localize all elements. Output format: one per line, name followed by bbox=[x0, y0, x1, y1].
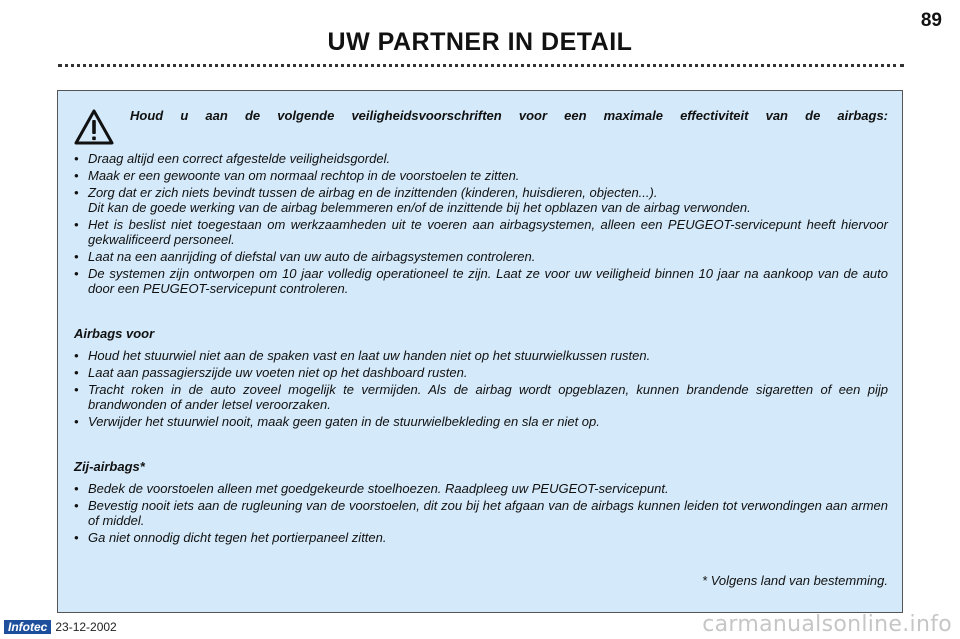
list-item: • Draag altijd een correct afgestelde veiligheidsgordel. bbox=[74, 151, 888, 166]
airbag-warning-box bbox=[57, 90, 903, 613]
list-item: • Houd het stuurwiel niet aan de spaken vast en laat uw handen niet op het stuurwielkussen rusten. bbox=[74, 348, 888, 363]
list-item: • Tracht roken in de auto zoveel mogelijk te vermijden. Als de airbag wordt opgeblazen, kunnen brandende sigaretten of een pijp brandwonden of ander letsel veroorzaken. bbox=[74, 382, 888, 412]
page-footer bbox=[4, 619, 117, 635]
list-item: • Verwijder het stuurwiel nooit, maak geen gaten in de stuurwielbekleding en sla er niet op. bbox=[74, 414, 888, 429]
list-item: • Bevestig nooit iets aan de rugleuning van de voorstoelen, dit zou bij het afgaan van de airbags kunnen leiden tot verwondingen aan armen of middel. bbox=[74, 498, 888, 528]
list-item: • Ga niet onnodig dicht tegen het portierpaneel zitten. bbox=[74, 530, 888, 545]
front-airbags-list bbox=[74, 348, 888, 429]
list-item-note: Dit kan de goede werking van de airbag belemmeren en/of de inzittende bij het opblazen van de airbag verwonden. bbox=[88, 200, 751, 215]
list-item: • Maak er een gewoonte van om normaal rechtop in de voorstoelen te zitten. bbox=[74, 168, 888, 183]
list-item: • Laat na een aanrijding of diefstal van uw auto de airbagsystemen controleren. bbox=[74, 249, 888, 264]
watermark: carmanualsonline.info bbox=[702, 612, 952, 637]
side-airbags-heading: Zij-airbags* bbox=[74, 459, 145, 474]
page-title: UW PARTNER IN DETAIL bbox=[327, 28, 633, 56]
list-item: • De systemen zijn ontworpen om 10 jaar volledig operationeel te zijn. Laat ze voor uw veiligheid binnen 10 jaar na aankoop van de auto door een PEUGEOT-servicepunt controleren. bbox=[74, 266, 888, 296]
front-airbags-heading: Airbags voor bbox=[74, 326, 155, 341]
side-airbags-list bbox=[74, 481, 888, 545]
list-item: • Bedek de voorstoelen alleen met goedgekeurde stoelhoezen. Raadpleeg uw PEUGEOT-servicepunt. bbox=[74, 481, 888, 496]
list-item-text: Zorg dat er zich niets bevindt tussen de airbag en de inzittenden (kinderen, huisdieren, objecten...). bbox=[88, 185, 658, 200]
list-item bbox=[74, 185, 888, 215]
title-divider bbox=[58, 64, 904, 67]
footer-date: 23-12-2002 bbox=[55, 620, 117, 634]
list-item: • Laat aan passagierszijde uw voeten niet op het dashboard rusten. bbox=[74, 365, 888, 380]
list-item: • Het is beslist niet toegestaan om werkzaamheden uit te voeren aan airbagsystemen, alleen een PEUGEOT-servicepunt heeft hiervoor gekwalificeerd personeel. bbox=[74, 217, 888, 247]
warning-triangle-icon bbox=[74, 109, 114, 145]
warning-intro: Houd u aan de volgende veiligheidsvoorschriften voor een maximale effectiviteit van de airbags: bbox=[130, 108, 888, 123]
footnote: * Volgens land van bestemming. bbox=[702, 573, 888, 588]
page-number: 89 bbox=[920, 10, 942, 31]
infotec-logo: Infotec bbox=[4, 620, 51, 634]
general-safety-list bbox=[74, 151, 888, 296]
warning-header bbox=[74, 103, 888, 151]
